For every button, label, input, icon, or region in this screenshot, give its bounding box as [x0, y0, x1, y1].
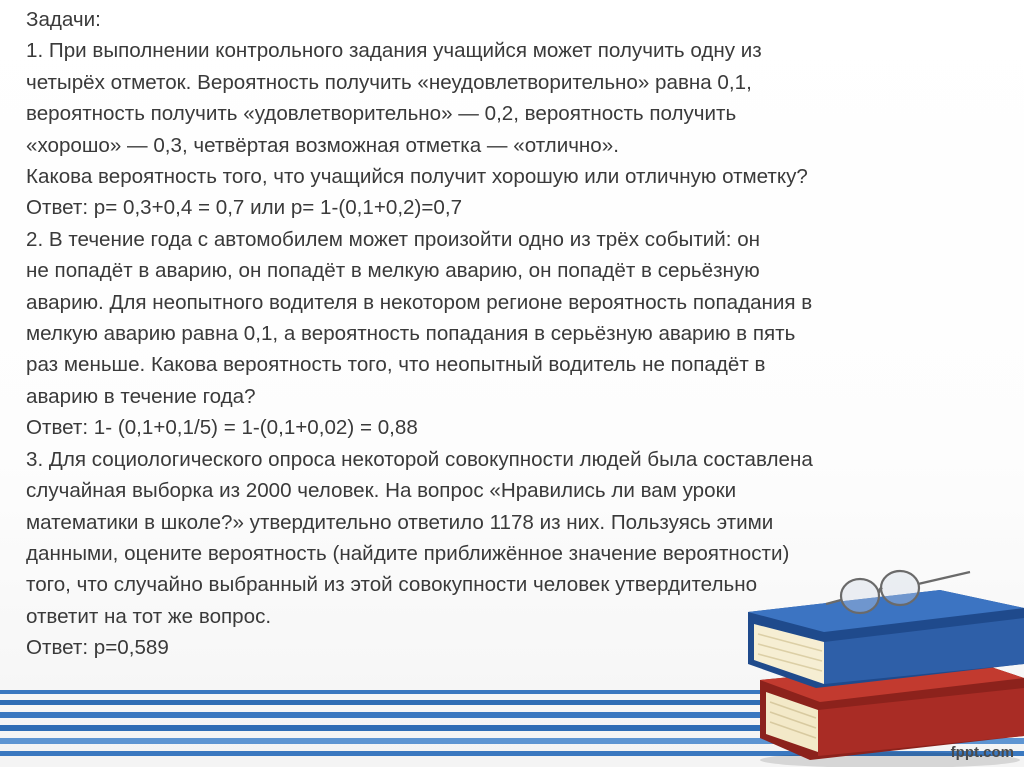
- text-line: того, что случайно выбранный из этой совокупности человек утвердительно: [26, 573, 758, 597]
- answer-line: Ответ: р=0,589: [26, 636, 169, 660]
- text-line: 1. При выполнении контрольного задания учащийся может получить одну из: [26, 39, 762, 63]
- text-line: 2. В течение года с автомобилем может произойти одно из трёх событий: он: [26, 227, 761, 251]
- books-illustration: [740, 560, 1024, 767]
- text-line: мелкую аварию равна 0,1, а вероятность попадания в серьёзную аварию в пять: [26, 322, 796, 346]
- text-line: аварию в течение года?: [26, 384, 256, 408]
- text-line: Какова вероятность того, что учащийся получит хорошую или отличную отметку?: [26, 165, 808, 189]
- heading-tasks: Задачи:: [26, 8, 101, 31]
- text-line: «хорошо» — 0,3, четвёртая возможная отметка — «отлично».: [26, 133, 619, 157]
- text-line: вероятность получить «удовлетворительно» — 0,2, вероятность получить: [26, 102, 737, 126]
- text-line: четырёх отметок. Вероятность получить «неудовлетворительно» равна 0,1,: [26, 70, 752, 94]
- text-line: данными, оцените вероятность (найдите приближённое значение вероятности): [26, 541, 790, 565]
- text-line: случайная выборка из 2000 человек. На вопрос «Нравились ли вам уроки: [26, 479, 737, 503]
- text-line: ответит на тот же вопрос.: [26, 604, 272, 628]
- answer-line: Ответ: 1- (0,1+0,1/5) = 1-(0,1+0,02) = 0,88: [26, 416, 418, 440]
- text-line: раз меньше. Какова вероятность того, что неопытный водитель не попадёт в: [26, 353, 766, 377]
- text-line: математики в школе?» утвердительно ответило 1178 из них. Пользуясь этими: [26, 510, 774, 534]
- answer-line: Ответ: р= 0,3+0,4 = 0,7 или р= 1-(0,1+0,2)=0,7: [26, 196, 463, 220]
- text-line: 3. Для социологического опроса некоторой совокупности людей была составлена: [26, 447, 813, 471]
- text-line: не попадёт в аварию, он попадёт в мелкую аварию, он попадёт в серьёзную: [26, 259, 760, 283]
- footer-brand: fppt.com: [950, 744, 1014, 761]
- text-line: аварию. Для неопытного водителя в некотором регионе вероятность попадания в: [26, 290, 813, 314]
